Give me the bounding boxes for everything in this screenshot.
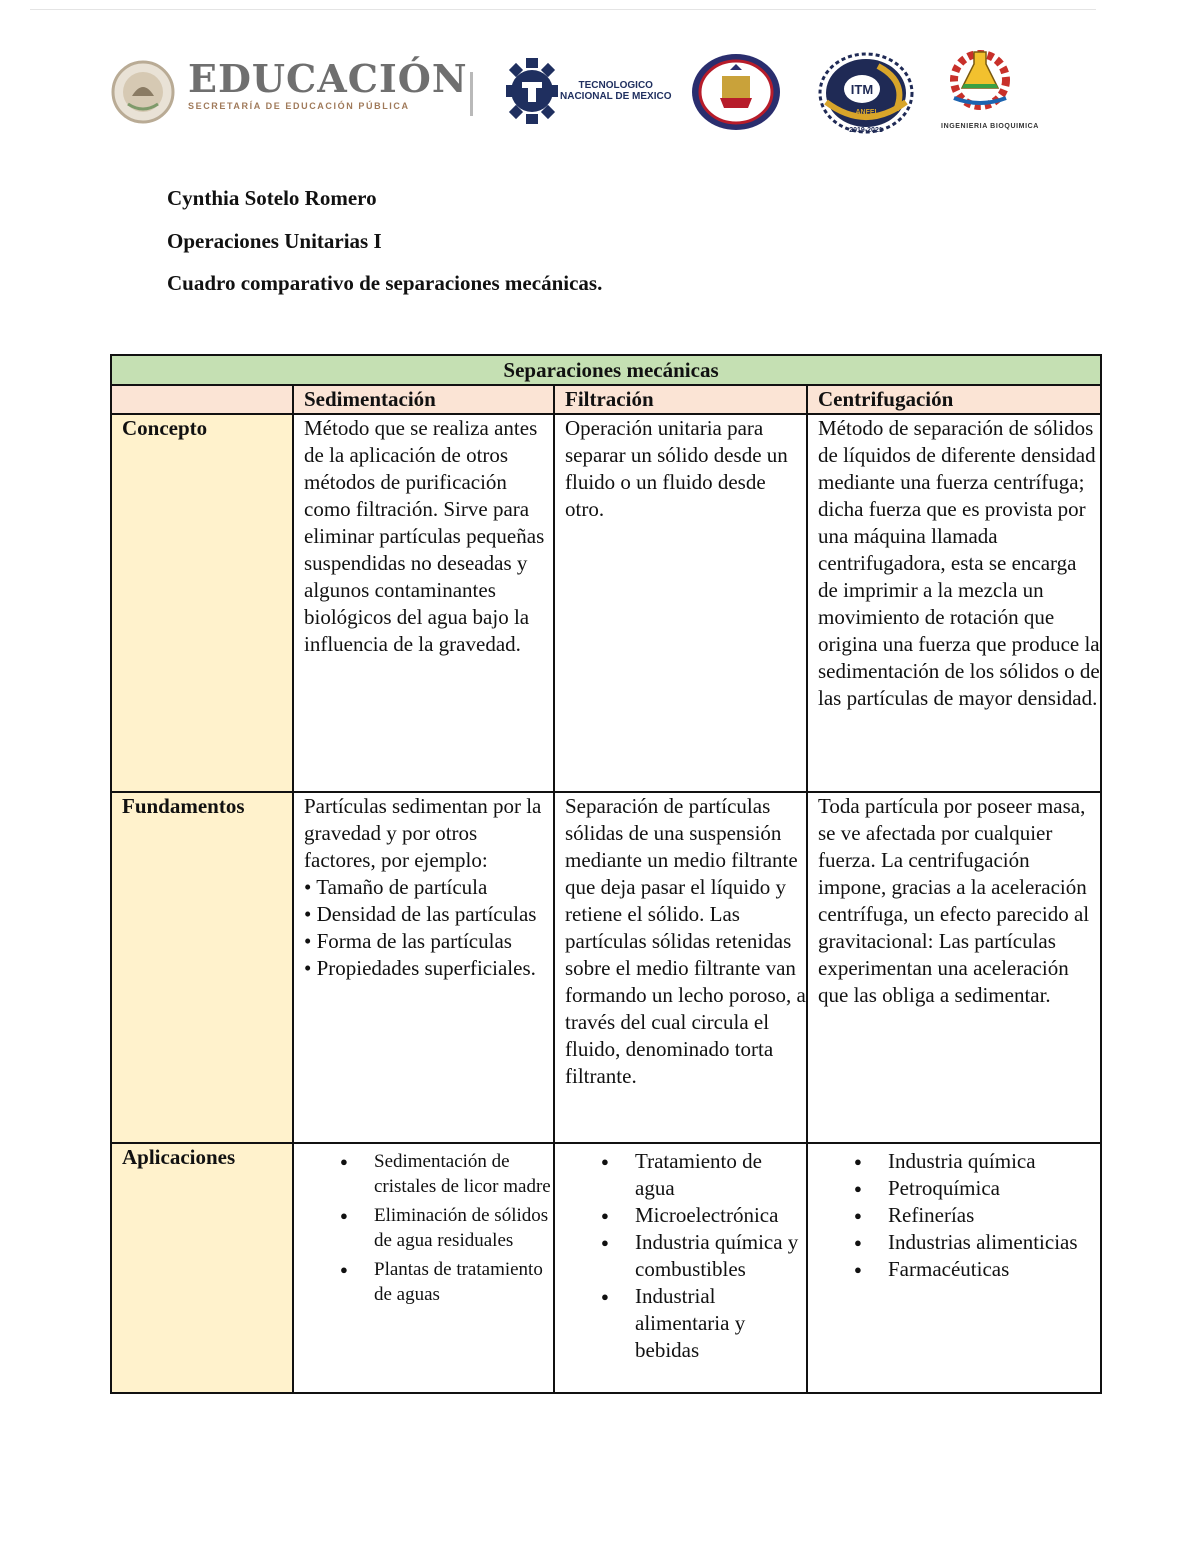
list-item: ● Eliminación de sólidos de agua residuales [374, 1203, 553, 1253]
row-label-concepto: Concepto [111, 414, 293, 792]
top-rule [30, 9, 1096, 10]
table-row [111, 792, 1101, 1143]
aplicaciones-centrifugacion [807, 1143, 1101, 1393]
concepto-centrifugacion: Método de separación de sólidos de líquidos de diferente densidad mediante una fuerza centrífuga; dicha fuerza que es provista por una máquina llamada centrifugadora, esta se encarga de imprimir a la mezcla un movimiento de rotación que origina una fuerza que produce la sedimentación de los sólidos o de las partículas de mayor densidad. [807, 414, 1101, 792]
document-topic: Cuadro comparativo de separaciones mecánicas. [167, 271, 603, 295]
header-filtracion: Filtración [554, 385, 807, 414]
list-item: ● Industria química [888, 1148, 1100, 1175]
fundamentos-centrifugacion: Toda partícula por poseer masa, se ve afectada por cualquier fuerza. La centrifugación impone, gracias a la aceleración centrífuga, un efecto parecido al gravitacional: Las partículas experimentan una aceleración que las obliga a sedimentar. [807, 792, 1101, 1143]
row-label-fundamentos: Fundamentos [111, 792, 293, 1143]
fundamentos-sedimentacion [293, 792, 554, 1143]
ing-bioquimica-caption: INGENIERIA BIOQUIMICA [941, 123, 1039, 130]
aplicaciones-filtracion [554, 1143, 807, 1393]
sep-subtitle: SECRETARÍA DE EDUCACIÓN PÚBLICA [188, 101, 410, 111]
comparison-table [110, 354, 1102, 1394]
tecnm-line-1: TECNOLOGICO [578, 80, 653, 91]
table-title: Separaciones mecánicas [111, 355, 1101, 385]
header-empty [111, 385, 293, 414]
sep-wordmark [188, 58, 468, 111]
aplicaciones-cen-list [818, 1144, 1100, 1283]
concepto-filtracion: Operación unitaria para separar un sólido desde un fluido o un fluido desde otro. [554, 414, 807, 792]
list-item: ● Sedimentación de cristales de licor madre [374, 1149, 553, 1199]
list-item: ● Industrias alimenticias [888, 1229, 1100, 1256]
itm-anfei-seal-logo [818, 52, 914, 134]
tecnm-gear-icon [506, 58, 558, 124]
author-name: Cynthia Sotelo Romero [167, 186, 377, 210]
header-sedimentacion: Sedimentación [293, 385, 554, 414]
anfei-label: ANFEI [855, 109, 877, 116]
list-item: ● Plantas de tratamiento de aguas [374, 1257, 553, 1307]
list-item: ● Tratamiento de agua [635, 1148, 806, 1202]
list-item: ● Farmacéuticas [888, 1256, 1100, 1283]
concepto-sedimentacion: Método que se realiza antes de la aplicación de otros métodos de purificación como filtración. Sirve para eliminar partículas pequeñas suspendidas no deseadas y algunos contaminantes biológicos del agua bajo la influencia de la gravedad. [293, 414, 554, 792]
list-item: • Densidad de las partículas [304, 902, 537, 926]
table-header-row [111, 385, 1101, 414]
list-item: ● Industrial alimentaria y bebidas [635, 1283, 806, 1364]
table-title-row [111, 355, 1101, 385]
logo-divider [470, 72, 473, 116]
row-label-aplicaciones: Aplicaciones [111, 1143, 293, 1393]
sep-title: EDUCACIÓN [188, 56, 468, 101]
list-item: ● Industria química y combustibles [635, 1229, 806, 1283]
itm-label: ITM [850, 82, 874, 97]
fundamentos-sed-intro: Partículas sedimentan por la gravedad y por otros factores, por ejemplo: [304, 794, 542, 872]
list-item: ● Refinerías [888, 1202, 1100, 1229]
list-item: ● Microelectrónica [635, 1202, 806, 1229]
list-item: • Propiedades superficiales. [304, 956, 536, 980]
table-row [111, 1143, 1101, 1393]
aplicaciones-sed-list [304, 1144, 553, 1307]
aplicaciones-sedimentacion [293, 1143, 554, 1393]
list-item: • Tamaño de partícula [304, 875, 488, 899]
header-centrifugacion: Centrifugación [807, 385, 1101, 414]
list-item: ● Petroquímica [888, 1175, 1100, 1202]
sep-emblem-logo [108, 60, 178, 124]
list-item: • Forma de las partículas [304, 929, 512, 953]
tecnm-wordmark [560, 80, 672, 102]
table-row [111, 414, 1101, 792]
tecnm-line-2: NACIONAL DE MEXICO [560, 91, 672, 102]
aplicaciones-fil-list [565, 1144, 806, 1364]
ingenieria-bioquimica-logo [932, 44, 1048, 132]
institute-seal-logo [690, 52, 782, 132]
logos-header [108, 44, 1068, 144]
fundamentos-filtracion: Separación de partículas sólidas de una suspensión mediante un medio filtrante que deja pasar el líquido y retiene el sólido. Las partículas sólidas retenidas sobre el medio filtrante van formando un lecho poroso, a través del cual circula el fluido, denominado torta filtrante. [554, 792, 807, 1143]
course-name: Operaciones Unitarias I [167, 229, 382, 253]
anfei-years-label: 2019-2021 [849, 127, 883, 134]
